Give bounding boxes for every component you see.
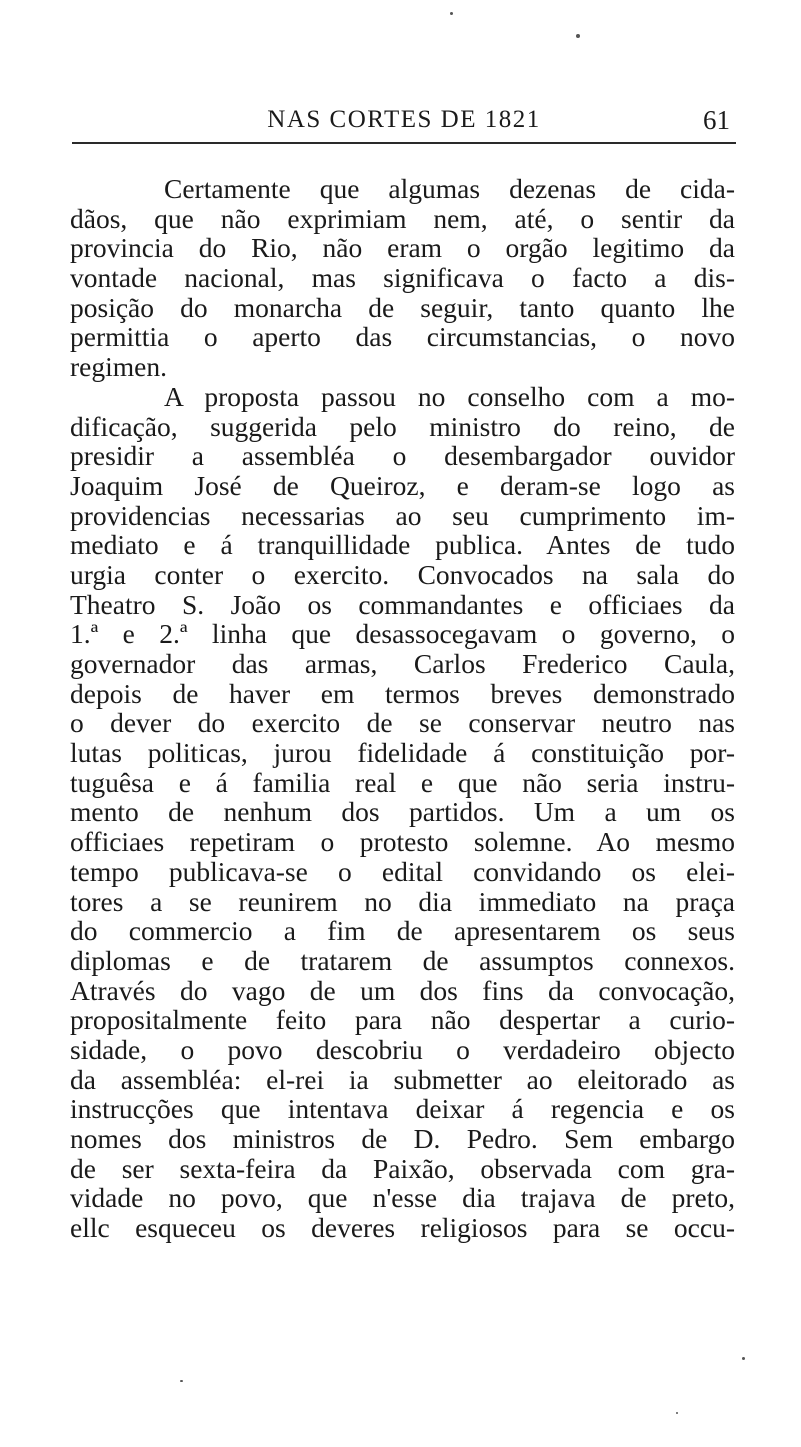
text-line: Joaquim José de Queiroz, e deram-se logo as bbox=[70, 469, 735, 501]
text-line: o dever do exercito de se conservar neutro nas bbox=[70, 707, 735, 739]
text-line: sidade, o povo descobriu o verdadeiro objecto bbox=[70, 1033, 735, 1065]
text-line: governador das armas, Carlos Frederico Caula, bbox=[70, 648, 735, 679]
text-line: lutas politicas, jurou fidelidade á constituição por- bbox=[70, 737, 735, 769]
running-title: NAS CORTES DE 1821 bbox=[267, 106, 541, 133]
text-line: da assembléa: el-rei ia submetter ao eleitorado as bbox=[70, 1063, 735, 1095]
page-header bbox=[72, 104, 736, 140]
body-text bbox=[70, 174, 735, 1243]
scan-speck bbox=[576, 34, 580, 38]
text-line: tores a se reunirem no dia immediato na praça bbox=[70, 885, 735, 917]
text-line: provincia do Rio, não eram o orgão legitimo da bbox=[70, 232, 735, 264]
text-line: Theatro S. João os commandantes e officiaes da bbox=[70, 588, 735, 620]
text-line: officiaes repetiram o protesto solemne. Ao mesmo bbox=[70, 826, 735, 858]
text-line: propositalmente feito para não despertar a curio- bbox=[70, 1004, 735, 1036]
text-line: tempo publicava-se o edital convidando os elei- bbox=[70, 855, 735, 887]
text-line: vontade nacional, mas significava o facto a dis- bbox=[70, 262, 735, 294]
scan-speck bbox=[450, 12, 453, 15]
text-line: A proposta passou no conselho com a mo- bbox=[164, 380, 735, 412]
text-line: providencias necessarias ao seu cumprimento im- bbox=[70, 499, 735, 531]
text-line: Certamente que algumas dezenas de cida- bbox=[164, 173, 735, 204]
scan-speck bbox=[180, 1380, 183, 1382]
text-line: dificação, suggerida pelo ministro do reino, de bbox=[70, 410, 735, 442]
text-line: Através do vago de um dos fins da convocação, bbox=[70, 974, 735, 1006]
page-number: 61 bbox=[703, 105, 730, 135]
text-line: posição do monarcha de seguir, tanto quanto lhe bbox=[70, 291, 735, 323]
text-line: diplomas e de tratarem de assumptos connexos. bbox=[70, 944, 735, 976]
header-rule bbox=[72, 142, 736, 144]
text-line: urgia conter o exercito. Convocados na sala do bbox=[70, 558, 735, 590]
text-line: presidir a assembléa o desembargador ouvidor bbox=[70, 440, 735, 472]
text-line: de ser sexta-feira da Paixão, observada com gra- bbox=[70, 1152, 735, 1184]
text-line: permittia o aperto das circumstancias, o novo bbox=[70, 321, 735, 353]
text-line: depois de haver em termos breves demonstrado bbox=[70, 677, 735, 709]
text-line: dãos, que não exprimiam nem, até, o sentir da bbox=[70, 202, 735, 234]
text-line: mento de nenhum dos partidos. Um a um os bbox=[70, 796, 735, 828]
text-line: 1.ª e 2.ª linha que desassocegavam o governo, o bbox=[70, 618, 735, 650]
text-line: nomes dos ministros de D. Pedro. Sem embargo bbox=[70, 1123, 735, 1154]
text-line: ellc esqueceu os deveres religiosos para se occu- bbox=[70, 1212, 735, 1244]
text-line: tuguêsa e á familia real e que não seria instru- bbox=[70, 766, 735, 798]
scan-speck bbox=[676, 1412, 678, 1414]
text-line: instrucções que intentava deixar á regencia e os bbox=[70, 1093, 735, 1125]
text-line: vidade no povo, que n'esse dia trajava de preto, bbox=[70, 1182, 735, 1214]
text-line: regimen. bbox=[70, 351, 167, 383]
text-line: do commercio a fim de apresentarem os seus bbox=[70, 915, 735, 947]
text-line: mediato e á tranquillidade publica. Antes de tudo bbox=[70, 529, 735, 561]
scan-speck bbox=[742, 1357, 745, 1360]
